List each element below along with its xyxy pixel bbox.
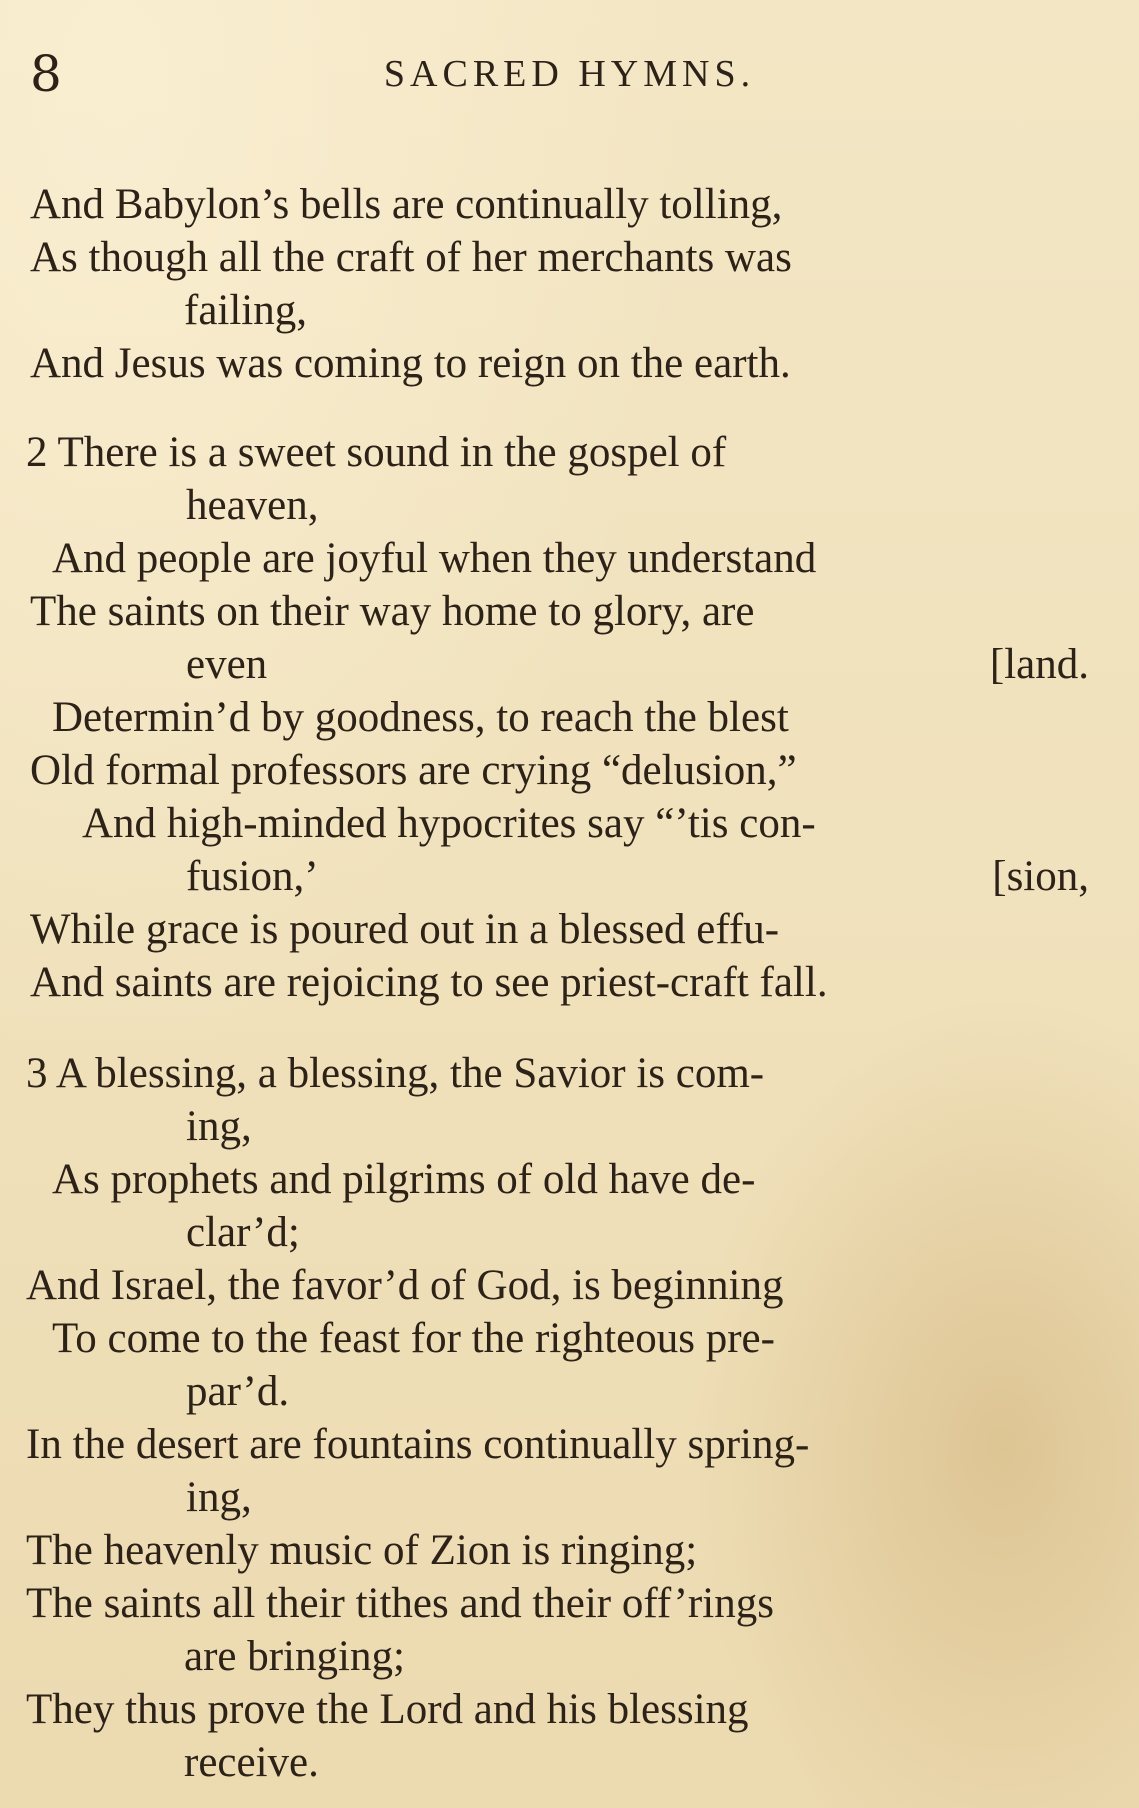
verse-line-text: As though all the craft of her merchants was	[30, 234, 792, 281]
verse-line-text: As prophets and pilgrims of old have de-	[52, 1156, 756, 1203]
verse-line-text: ing,	[186, 1103, 252, 1150]
verse-line-text: While grace is poured out in a blessed effu-	[30, 906, 780, 953]
verse-line	[0, 178, 1139, 231]
verse-line	[0, 479, 1139, 532]
verse-line-text: And Israel, the favor’d of God, is beginning	[26, 1262, 784, 1309]
verse-line	[0, 231, 1139, 284]
hymn-body	[0, 178, 1139, 1798]
verse-line	[0, 1365, 1139, 1418]
verse-line	[0, 797, 1139, 850]
verse-line	[0, 1100, 1139, 1153]
verse-line-text: And Babylon’s bells are continually tolling,	[30, 181, 783, 228]
verse-line-text: 3 A blessing, a blessing, the Savior is com-	[26, 1050, 765, 1097]
verse-line-text: par’d.	[186, 1368, 290, 1415]
verse-line-text: They thus prove the Lord and his blessing	[26, 1686, 749, 1733]
verse-line-text: heaven,	[186, 482, 319, 529]
verse-line	[0, 284, 1139, 337]
verse-line	[0, 1577, 1139, 1630]
verse-line-carryover: [land.	[989, 641, 1089, 688]
verse-line	[0, 426, 1139, 479]
verse-line	[0, 1683, 1139, 1736]
verse-line-text: are bringing;	[184, 1633, 405, 1680]
verse-line	[0, 532, 1139, 585]
verse-line-text: 2 There is a sweet sound in the gospel of	[26, 429, 727, 476]
verse-line	[0, 1471, 1139, 1524]
verse-line	[0, 1524, 1139, 1577]
verse-line	[0, 585, 1139, 638]
verse-line-text: The heavenly music of Zion is ringing;	[26, 1527, 698, 1574]
page-header	[0, 44, 1139, 104]
verse-line-text: Old formal professors are crying “delusion,”	[30, 747, 797, 794]
verse-line-text: ing,	[186, 1474, 252, 1521]
verse-line	[0, 337, 1139, 390]
verse-line-text: In the desert are fountains continually spring-	[26, 1421, 810, 1468]
verse-line-text: And Jesus was coming to reign on the earth.	[30, 340, 791, 387]
running-head: SACRED HYMNS.	[383, 53, 756, 95]
verse-line-text: And saints are rejoicing to see priest-craft fall.	[30, 959, 828, 1006]
verse-line	[0, 850, 1139, 903]
verse-line-text: The saints on their way home to glory, are	[30, 588, 755, 635]
verse-line-text: Determin’d by goodness, to reach the blest	[52, 694, 789, 741]
verse-line	[0, 691, 1139, 744]
verse-line-text: The saints all their tithes and their off’rings	[26, 1580, 774, 1627]
verse-line	[0, 1259, 1139, 1312]
stanza-2	[0, 426, 1139, 1009]
verse-line	[0, 903, 1139, 956]
verse-line	[0, 1047, 1139, 1100]
verse-line	[0, 744, 1139, 797]
verse-line	[0, 956, 1139, 1009]
verse-line	[0, 1736, 1139, 1789]
verse-line-text: clar’d;	[186, 1209, 300, 1256]
verse-line-text: And high-minded hypocrites say “’tis con-	[82, 800, 816, 847]
verse-line	[0, 1630, 1139, 1683]
verse-line-carryover: [sion,	[992, 853, 1089, 900]
stanza-continued	[0, 178, 1139, 390]
verse-line	[0, 1312, 1139, 1365]
verse-line	[0, 1206, 1139, 1259]
page-number: 8	[30, 45, 62, 103]
verse-line-text: even	[186, 641, 268, 688]
verse-line	[0, 638, 1139, 691]
verse-line	[0, 1418, 1139, 1471]
verse-line	[0, 1153, 1139, 1206]
verse-line-text: To come to the feast for the righteous pre-	[52, 1315, 775, 1362]
stanza-3	[0, 1047, 1139, 1789]
verse-line-text: failing,	[184, 287, 307, 334]
verse-line-text: receive.	[184, 1739, 319, 1786]
verse-line-text: fusion,’	[186, 853, 319, 900]
verse-line-text: And people are joyful when they understand	[52, 535, 817, 582]
